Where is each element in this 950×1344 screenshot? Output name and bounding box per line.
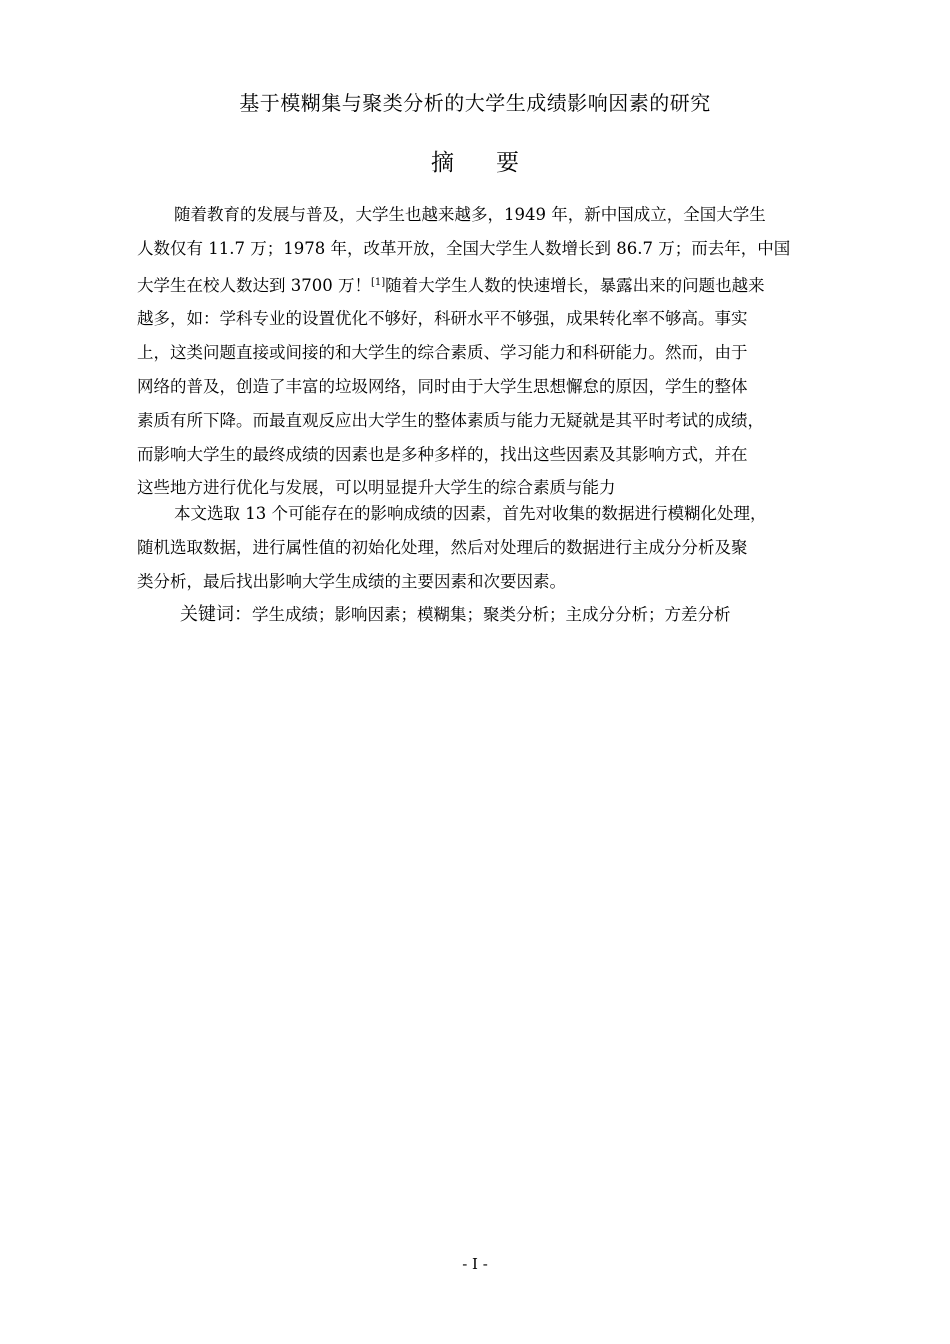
paragraph-line: 而影响大学生的最终成绩的因素也是多种多样的，找出这些因素及其影响方式，并在 — [137, 444, 748, 464]
paragraph-line: 随机选取数据，进行属性值的初始化处理，然后对处理后的数据进行主成分分析及聚 — [137, 537, 748, 557]
keywords-line — [180, 598, 731, 632]
abstract-heading-char-1: 摘 — [431, 150, 454, 176]
page-number: - I - — [462, 1255, 488, 1273]
paragraph-line: 这些地方进行优化与发展，可以明显提升大学生的综合素质与能力 — [137, 478, 616, 498]
paragraph-line-part: 随着大学生人数的快速增长，暴露出来的问题也越来 — [385, 275, 765, 295]
paragraph-line: 类分析，最后找出影响大学生成绩的主要因素和次要因素。 — [137, 571, 566, 591]
abstract-heading-char-2: 要 — [496, 150, 519, 176]
keywords-label: 关键词： — [180, 604, 252, 625]
paragraph-line: 本文选取 13 个可能存在的影响成绩的因素，首先对收集的数据进行模糊化处理， — [174, 504, 767, 523]
abstract-paragraph-2 — [137, 497, 861, 598]
document-title: 基于模糊集与聚类分析的大学生成绩影响因素的研究 — [239, 91, 711, 115]
paragraph-line: 人数仅有 11.7 万；1978 年，改革开放，全国大学生人数增长到 86.7 万；而去年，中国 — [137, 238, 791, 258]
paragraph-line: 网络的普及，创造了丰富的垃圾网络，同时由于大学生思想懈怠的原因，学生的整体 — [137, 376, 748, 396]
paragraph-line: 上，这类问题直接或间接的和大学生的综合素质、学习能力和科研能力。然而，由于 — [137, 343, 748, 363]
citation-mark: [1] — [370, 276, 386, 288]
abstract-heading — [0, 146, 950, 180]
paragraph-line — [137, 266, 861, 303]
paragraph-line-part: 大学生在校人数达到 3700 万！ — [137, 275, 371, 295]
paragraph-line: 越多，如：学科专业的设置优化不够好，科研水平不够强，成果转化率不够高。事实 — [137, 309, 748, 329]
keywords-value: 学生成绩；影响因素；模糊集；聚类分析；主成分分析；方差分析 — [252, 605, 731, 624]
abstract-paragraph-1 — [137, 198, 861, 505]
paragraph-line: 素质有所下降。而最直观反应出大学生的整体素质与能力无疑就是其平时考试的成绩， — [137, 410, 764, 430]
paragraph-line: 随着教育的发展与普及，大学生也越来越多，1949 年，新中国成立，全国大学生 — [174, 205, 766, 224]
